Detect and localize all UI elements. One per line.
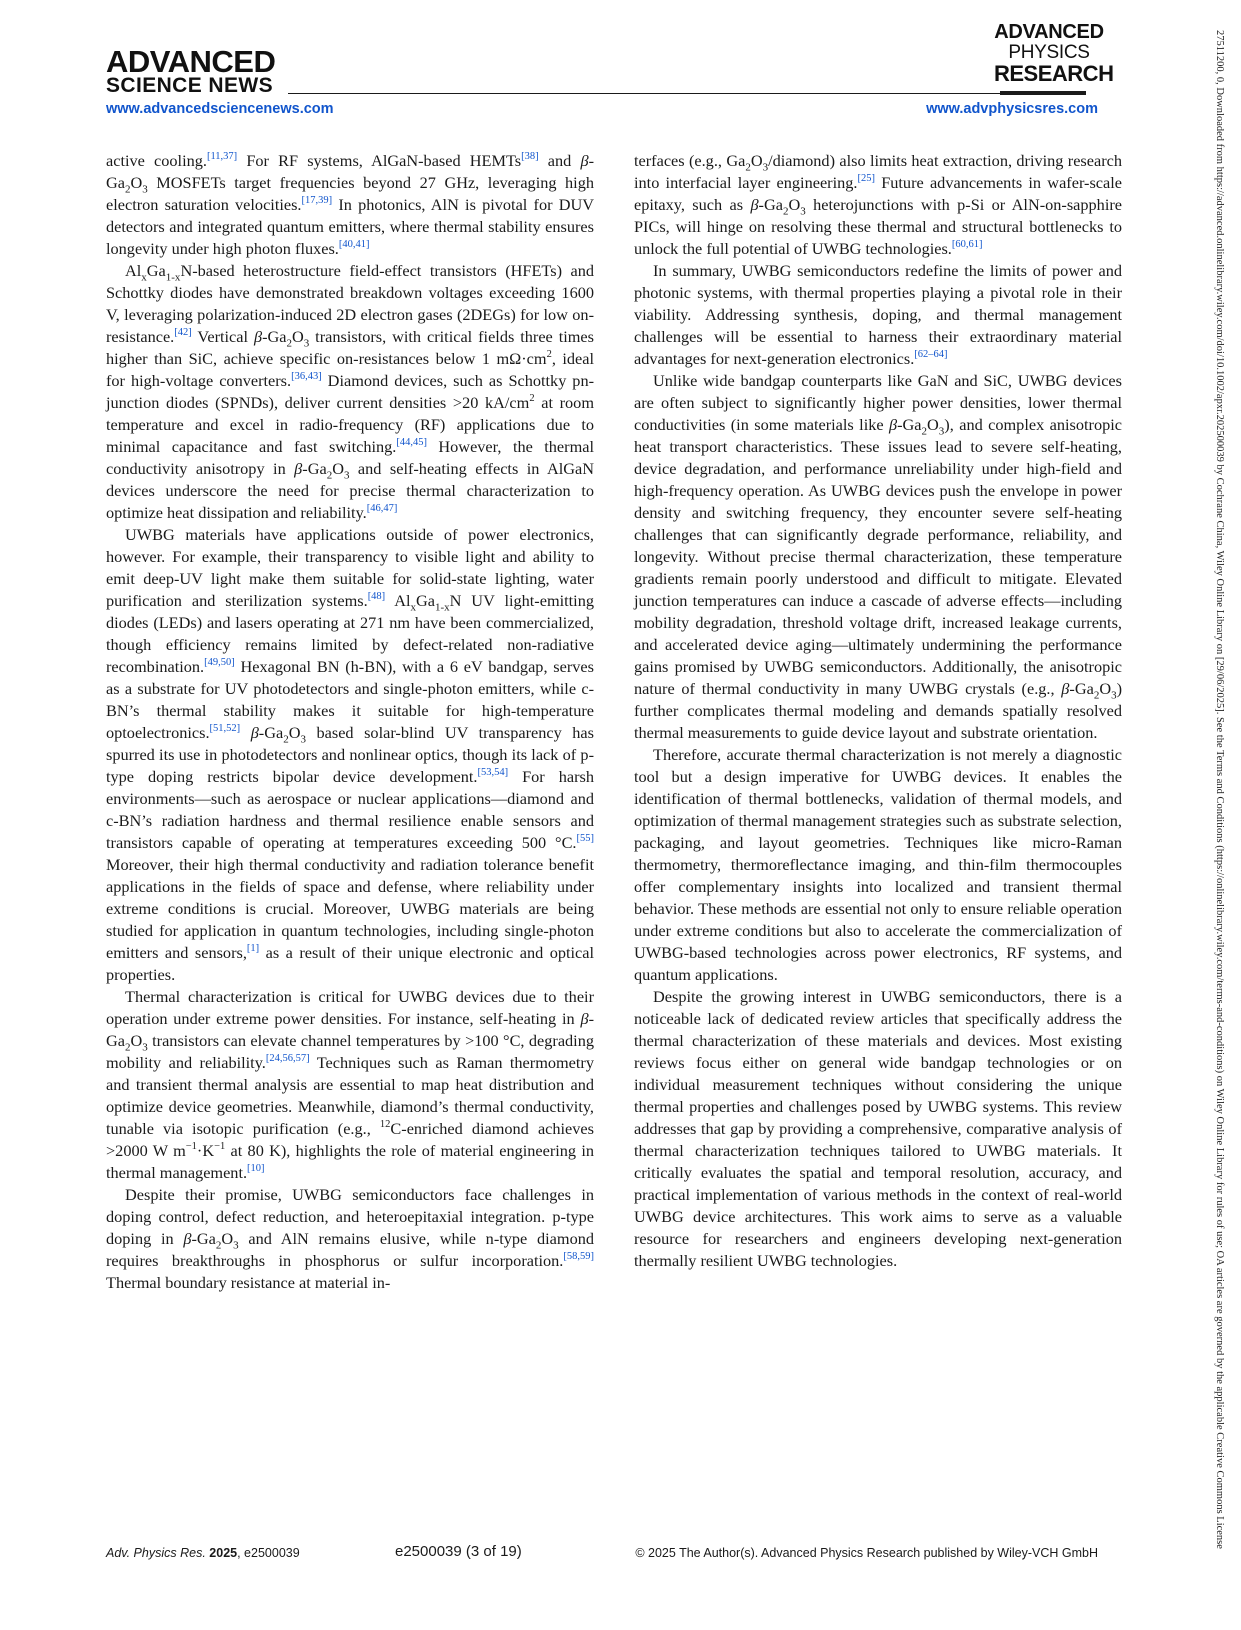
citation-link[interactable]: [62–64] — [914, 348, 948, 360]
publisher-logo-line2: SCIENCE NEWS — [106, 74, 273, 97]
journal-logo-line1: ADVANCED — [994, 21, 1104, 43]
citation-link[interactable]: [1] — [246, 942, 260, 954]
paragraph: terfaces (e.g., $Ga_2O_3/diamond$) also limits heat extraction, driving research into interfacial layer engineering.[25] Future advancements in wafer-scale epitaxy, such as $\beta-Ga_2O_3$ heterojunctions with p-Si or AlN-on-sapphire PICs, will hinge on resolving these thermal and structural bottlenecks to unlock the full potential of UWBG technologies.[60,61] — [634, 151, 1123, 258]
citation-link[interactable]: [53,54] — [477, 766, 509, 778]
citation-link[interactable]: [48] — [367, 590, 386, 602]
header-rule — [288, 93, 1000, 94]
publisher-url-link[interactable]: www.advancedsciencenews.com — [106, 101, 334, 117]
journal-url-link[interactable]: www.advphysicsres.com — [926, 101, 1098, 117]
paragraph: In summary, UWBG semiconductors redefine the limits of power and photonic systems, with thermal properties playing a pivotal role in their viability. Addressing synthesis, doping, and thermal management challenges will be essential to harness their extraordinary material advantages for next-generation electronics.[62–64] — [634, 261, 1122, 368]
paragraph: Thermal characterization is critical for UWBG devices due to their operation under extreme power densities. For instance, self-heating in $\beta-Ga_2O_3$ transistors can elevate channel temperatures by >100 °C, degrading mobility and reliability.[24,56,57] Techniques such as Raman thermometry and transient thermal analysis are essential to map heat distribution and optimize device geometries. Meanwhile, diamond’s thermal conductivity, tunable via isotopic purification (e.g., $^{12}$C-enriched diamond achieves >2000 W $m^{-1}\cdot K^{-1}$ at 80 K), highlights the role of material engineering in thermal management.[10] — [106, 987, 595, 1182]
footer-page-label: e2500039 (3 of 19) — [395, 1543, 522, 1560]
paragraph: Unlike wide bandgap counterparts like GaN and SiC, UWBG devices are often subject to significantly higher power densities, lower thermal conductivities (in some materials like $\beta-Ga_2O_3$), and complex anisotropic heat transport characteristics. These issues lead to severe self-heating, device degradation, and performance unreliability under high-field and high-frequency operation. As UWBG devices push the envelope in power density and switching frequency, they encounter severe self-heating challenges that can significantly degrade performance, reliability, and longevity. Without precise thermal characterization, these temperature gradients remain poorly understood and difficult to mitigate. Elevated junction temperatures can induce a cascade of adverse effects—including mobility degradation, threshold voltage drift, increased leakage currents, and accelerated device aging—ultimately undermining the performance gains promised by UWBG semiconductors. Additionally, the anisotropic nature of thermal conductivity in many UWBG crystals (e.g., $\beta-Ga_2O_3$) further complicates thermal modeling and demands spatially resolved thermal measurements to guide device layout and substrate orientation. — [634, 371, 1122, 742]
journal-logo-line3: RESEARCH — [994, 61, 1114, 86]
citation-link[interactable]: [17,39] — [301, 194, 333, 206]
citation-link[interactable]: [49,50] — [204, 656, 235, 668]
body-column-left — [106, 150, 594, 1294]
footer-citation — [106, 1546, 300, 1560]
citation-link[interactable]: [40,41] — [338, 238, 370, 250]
citation-link[interactable]: [42] — [174, 326, 192, 338]
citation-link[interactable]: [38] — [521, 150, 539, 162]
citation-link[interactable]: [58,59] — [563, 1250, 594, 1262]
citation-link[interactable]: [24,56,57] — [265, 1052, 310, 1064]
header-rule-accent — [1000, 91, 1086, 95]
citation-link[interactable]: [44,45] — [396, 436, 427, 448]
footer-copyright: © 2025 The Author(s). Advanced Physics Research published by Wiley-VCH GmbH — [635, 1546, 1098, 1560]
paragraph: active cooling.[11,37] For RF systems, AlGaN-based HEMTs[38] and $\beta-Ga_2O_3$ MOSFETs target frequencies beyond 27 GHz, leveraging high electron saturation velocities.[17,39] In photonics, AlN is pivotal for DUV detectors and integrated quantum emitters, where thermal stability ensures longevity under high photon fluxes.[40,41] — [106, 150, 595, 258]
journal-logo-line2: PHYSICS — [1008, 42, 1090, 63]
citation-link[interactable]: [36,43] — [291, 370, 322, 382]
citation-link[interactable]: [55] — [576, 832, 594, 844]
publisher-logo-line1: ADVANCED — [106, 44, 276, 79]
citation-link[interactable]: [60,61] — [951, 238, 983, 250]
paragraph: Therefore, accurate thermal characterization is not merely a diagnostic tool but a design imperative for UWBG devices. It enables the identification of thermal bottlenecks, validation of thermal models, and optimization of thermal management strategies such as substrate selection, packaging, and layout geometries. Techniques like micro-Raman thermometry, thermoreflectance imaging, and thin-film thermocouples offer complementary insights into localized and transient thermal behavior. These methods are essential not only to ensure reliable operation under extreme conditions but also to accelerate the commercialization of UWBG-based technologies across power electronics, RF systems, and quantum applications. — [634, 745, 1122, 984]
citation-link[interactable]: [51,52] — [209, 722, 241, 734]
footer-article-id: , e2500039 — [237, 1546, 300, 1560]
download-notice-strip: 27511200, 0, Downloaded from https://advanced.onlinelibrary.wiley.com/doi/10.1002/apxr.202500039 by Cochrane China, Wiley Online Library on [29/06/2025]. See the Terms and Conditions (https://onlinelibrary.wiley.com/terms-and-conditions) on Wiley Online Library for rules of use; OA articles are governed by the applicable Creative Commons License — [1214, 30, 1225, 1549]
body-column-right — [634, 150, 1122, 1272]
paragraph: Despite their promise, UWBG semiconductors face challenges in doping control, defect reduction, and heteroepitaxial integration. p-type doping in $\beta-Ga_2O_3$ and AlN remains elusive, while n-type diamond requires breakthroughs in phosphorus or sulfur incorporation.[58,59] Thermal boundary resistance at material in- — [106, 1185, 594, 1292]
citation-link[interactable]: [10] — [247, 1162, 265, 1174]
paragraph: UWBG materials have applications outside of power electronics, however. For example, their transparency to visible light and ability to emit deep-UV light make them suitable for solid-state lighting, water purification and sterilization systems.[48] $Al_xGa_{1-x}N$ UV light-emitting diodes (LEDs) and lasers operating at 271 nm have been commercialized, though efficiency remains limited by defect-related non-radiative recombination.[49,50] Hexagonal BN (h-BN), with a 6 eV bandgap, serves as a substrate for UV photodetectors and single-photon emitters, while c-BN’s thermal stability makes it suitable for high-temperature optoelectronics.[51,52] $\beta-Ga_2O_3$ based solar-blind UV transparency has spurred its use in photodetectors and nonlinear optics, though its lack of p-type doping restricts bipolar device development.[53,54] For harsh environments—such as aerospace or nuclear applications—diamond and c-BN’s radiation hardness and thermal resilience enable sensors and transistors capable of operating at temperatures exceeding 500 °C.[55] Moreover, their high thermal conductivity and radiation tolerance benefit applications in the fields of space and defense, where reliability under extreme conditions is crucial. Moreover, UWBG materials are being studied for application in quantum technologies, including single-photon emitters and sensors,[1] as a result of their unique electronic and optical properties. — [106, 525, 595, 984]
footer-journal: Adv. Physics Res. — [106, 1546, 206, 1560]
publisher-logo — [106, 46, 275, 96]
footer-year: 2025 — [209, 1546, 238, 1560]
citation-link[interactable]: [46,47] — [366, 502, 398, 514]
citation-link[interactable]: [11,37] — [206, 150, 238, 162]
paragraph: Despite the growing interest in UWBG semiconductors, there is a noticeable lack of dedicated review articles that specifically address the thermal characterization of these materials and devices. Most existing reviews focus either on general wide bandgap technologies or on individual measurement techniques without considering the unique thermal properties and challenges posed by UWBG systems. This review addresses that gap by providing a comprehensive, comparative analysis of thermal characterization techniques tailored to UWBG materials. It critically evaluates the spatial and temporal resolution, accuracy, and practical implementation of various methods in the context of real-world UWBG device architectures. This work aims to serve as a valuable resource for researchers and engineers developing next-generation thermally resilient UWBG technologies. — [634, 987, 1122, 1270]
citation-link[interactable]: [25] — [857, 172, 875, 184]
paragraph: $Al_xGa_{1-x}N$-based heterostructure field-effect transistors (HFETs) and Schottky diodes have demonstrated breakdown voltages exceeding 1600 V, leveraging polarization-induced 2D electron gases (2DEGs) for low on-resistance.[42] Vertical $\beta-Ga_2O_3$ transistors, with critical fields three times higher than SiC, achieve specific on-resistances below 1 $m\Omega\cdot cm^2$, ideal for high-voltage converters.[36,43] Diamond devices, such as Schottky pn-junction diodes (SPNDs), deliver current densities >20 $kA/cm^2$ at room temperature and excel in radio-frequency (RF) applications due to minimal capacitance and fast switching.[44,45] However, the thermal conductivity anisotropy in $\beta-Ga_2O_3$ and self-heating effects in AlGaN devices underscore the need for precise thermal characterization to optimize heat dissipation and reliability.[46,47] — [106, 261, 595, 522]
journal-logo — [994, 21, 1114, 86]
